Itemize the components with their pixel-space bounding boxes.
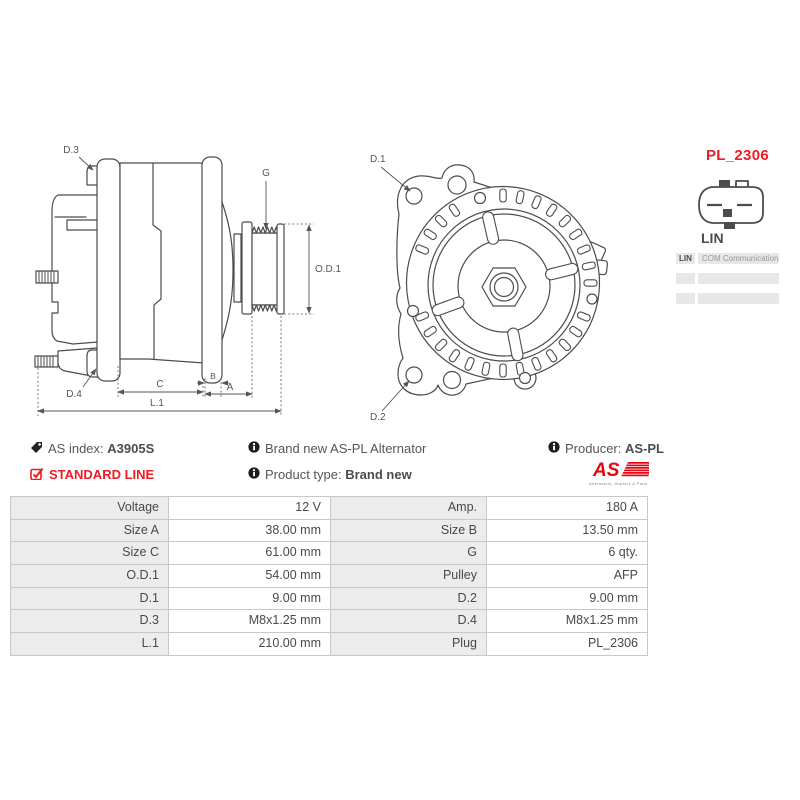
brand-new-text: Brand new AS-PL Alternator [265,441,427,456]
table-row [11,520,647,543]
checkbox-checked-icon [30,467,44,483]
spec-label-cell: D.4 [331,610,487,632]
standard-line-item [30,467,154,482]
table-row [11,542,647,565]
dim-label-d2: D.2 [370,412,386,423]
plug-pin-cell [676,273,695,284]
plug-pin-row [676,253,779,264]
tag-icon [30,441,43,457]
spec-label-cell: Voltage [11,497,169,519]
table-row [11,565,647,588]
plug-pin-row [676,273,779,284]
logo-tagline: Alternators, Starters & Parts [589,481,648,486]
dim-label-l1: L.1 [150,398,164,409]
spec-label-cell: D.1 [11,588,169,610]
dim-label-d1: D.1 [370,154,386,165]
standard-line-label: STANDARD LINE [49,467,155,482]
producer-label: Producer: [565,441,622,456]
spec-value-cell: M8x1.25 mm [169,610,331,632]
side-view-drawing [35,145,342,416]
plug-pin-row [676,293,779,304]
spec-label-cell: Plug [331,633,487,655]
dim-label-g: G [262,168,270,179]
info-icon [548,441,560,456]
logo-text: AS [593,460,620,481]
spec-value-cell: M8x1.25 mm [487,610,647,632]
product-type-value: Brand new [345,467,412,482]
plug-function-cell [698,293,779,304]
producer-value: AS-PL [625,441,664,456]
plug-pin-table [676,253,779,313]
as-pl-logo [585,460,649,493]
plug-function-cell [698,273,779,284]
spec-value-cell: 180 A [487,497,647,519]
front-view-drawing [370,154,608,423]
plug-pin-cell [676,293,695,304]
dim-label-od1: O.D.1 [315,264,342,275]
spec-label-cell: O.D.1 [11,565,169,587]
table-row [11,633,647,656]
spec-value-cell: 210.00 mm [169,633,331,655]
spec-label-cell: L.1 [11,633,169,655]
spec-value-cell: PL_2306 [487,633,647,655]
spec-label-cell: G [331,542,487,564]
spec-label-cell: D.3 [11,610,169,632]
info-icon [248,441,260,456]
product-type-item [248,467,412,482]
spec-label-cell: Size B [331,520,487,542]
spec-label-cell: D.2 [331,588,487,610]
spec-value-cell: 6 qty. [487,542,647,564]
info-icon [248,467,260,482]
spec-value-cell: 12 V [169,497,331,519]
producer-item [548,441,664,456]
table-row [11,588,647,611]
spec-value-cell: 38.00 mm [169,520,331,542]
plug-function-cell: COM Communication [698,253,779,264]
spec-value-cell: AFP [487,565,647,587]
plug-pin-cell: LIN [676,253,695,264]
spec-label-cell: Size A [11,520,169,542]
dim-label-b: B [210,371,216,381]
spec-label-cell: Pulley [331,565,487,587]
spec-value-cell: 61.00 mm [169,542,331,564]
spec-label-cell: Size C [11,542,169,564]
table-row [11,610,647,633]
brand-new-item [248,441,426,456]
spec-value-cell: 9.00 mm [169,588,331,610]
plug-name-label: LIN [701,230,724,246]
as-index-value: A3905S [107,441,155,456]
spec-value-cell: 54.00 mm [169,565,331,587]
spec-table [10,496,648,656]
table-row [11,497,647,520]
as-index-item [30,441,154,456]
spec-value-cell: 9.00 mm [487,588,647,610]
plug-code: PL_2306 [706,147,769,164]
product-type-label: Product type: [265,467,342,482]
spec-label-cell: Amp. [331,497,487,519]
dim-label-c: C [156,379,164,390]
plug-icon [699,180,763,229]
dim-label-d4: D.4 [66,389,82,400]
as-index-label: AS index: [48,441,104,456]
dim-label-a: A [226,382,234,393]
dim-label-d3: D.3 [63,145,79,156]
spec-value-cell: 13.50 mm [487,520,647,542]
